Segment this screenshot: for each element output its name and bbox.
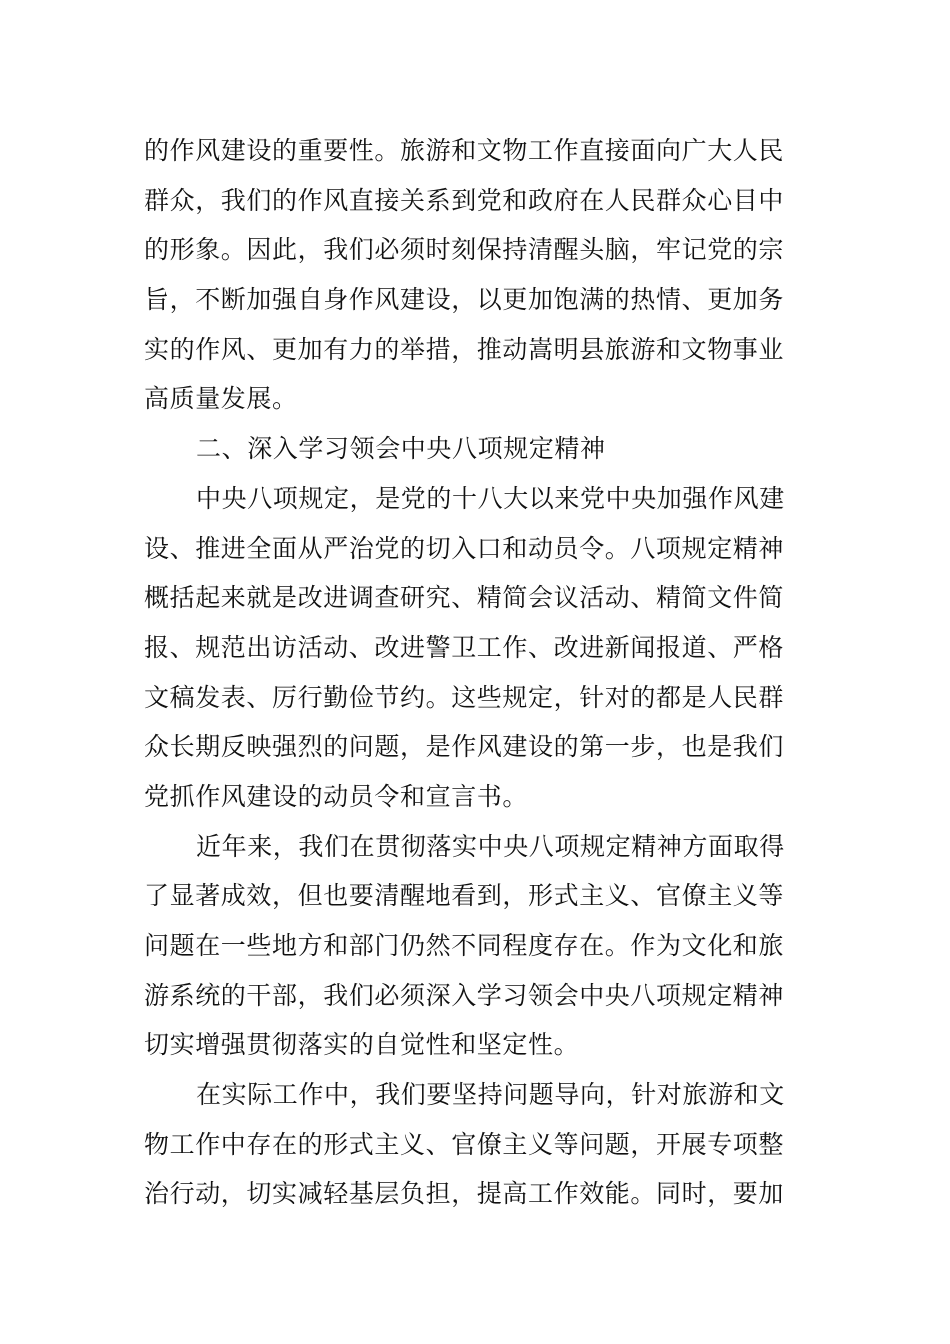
text-line: 游系统的干部，我们必须深入学习领会中央八项规定精神 (144, 980, 785, 1010)
text-line: 物工作中存在的形式主义、官僚主义等问题，开展专项整 (144, 1129, 785, 1159)
text-line: 切实增强贯彻落实的自觉性和坚定性。 (144, 1030, 580, 1060)
section-heading: 二、深入学习领会中央八项规定精神 (196, 434, 606, 464)
text-line: 设、推进全面从严治党的切入口和动员令。八项规定精神 (144, 533, 785, 563)
text-line: 概括起来就是改进调查研究、精简会议活动、精简文件简 (144, 583, 785, 613)
text-line: 近年来，我们在贯彻落实中央八项规定精神方面取得 (196, 831, 785, 861)
text-line: 高质量发展。 (144, 384, 298, 414)
text-line: 了显著成效，但也要清醒地看到，形式主义、官僚主义等 (144, 881, 785, 911)
text-line: 群众，我们的作风直接关系到党和政府在人民群众心目中 (144, 185, 785, 215)
text-line: 的形象。因此，我们必须时刻保持清醒头脑，牢记党的宗 (144, 235, 785, 265)
text-line: 在实际工作中，我们要坚持问题导向，针对旅游和文 (196, 1080, 785, 1110)
text-line: 治行动，切实减轻基层负担，提高工作效能。同时，要加 (144, 1179, 785, 1209)
document-body (144, 126, 807, 1219)
text-line: 问题在一些地方和部门仍然不同程度存在。作为文化和旅 (144, 931, 785, 960)
text-line: 众长期反映强烈的问题，是作风建设的第一步，也是我们 (144, 732, 785, 762)
text-line: 中央八项规定，是党的十八大以来党中央加强作风建 (196, 483, 785, 513)
text-line: 实的作风、更加有力的举措，推动嵩明县旅游和文物事业 (144, 334, 785, 364)
text-line: 旨，不断加强自身作风建设，以更加饱满的热情、更加务 (144, 285, 785, 315)
text-line: 党抓作风建设的动员令和宣言书。 (144, 781, 529, 811)
text-line: 报、规范出访活动、改进警卫工作、改进新闻报道、严格 (144, 632, 785, 662)
text-line: 的作风建设的重要性。旅游和文物工作直接面向广大人民 (144, 136, 785, 165)
text-line: 文稿发表、厉行勤俭节约。这些规定，针对的都是人民群 (144, 682, 785, 712)
